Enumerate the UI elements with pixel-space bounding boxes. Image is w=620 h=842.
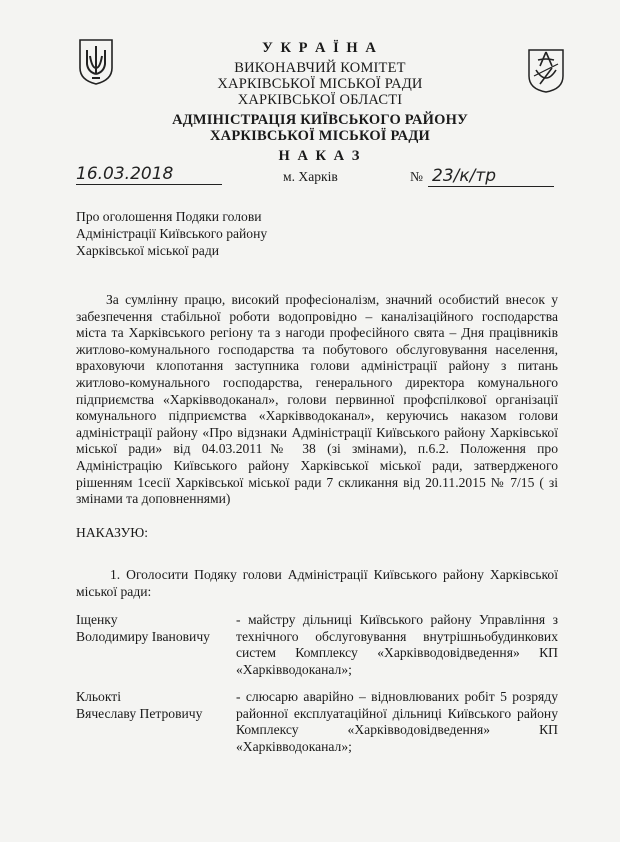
kharkiv-coat-of-arms-icon: [526, 46, 566, 94]
committee-line-2: ХАРКІВСЬКОЇ МІСЬКОЇ РАДИ: [217, 76, 423, 92]
person-1-description: - майстру дільниці Київського району Управління з технічного обслуговування внутрішньобудинкових систем Комплексу «Харківводовідведення» КП «Харківводоканал»;: [236, 612, 558, 677]
preamble-paragraph: За сумлінну працю, високий професіоналізм, значний особистий внесок у забезпечення стабільної роботи водопровідно – каналізаційного господарства міста та Харківського регіону та з нагоди професійного свята – Дня працівників житлово-комунального господарства та побутового обслуговування населення, враховуючи клопотання заступника голови адміністрації району з питань житлово-комунального господарства, генерального директора комунального підприємства «Харківводоканал», голови первинної профспілкової організації комунального підприємства «Харківводоканал», керуючись наказом голови адміністрації району «Про відзнаки Адміністрації Київського району Харківської міської ради» від 04.03.2011№ 38 (зі змінами), п.6.2. Положення про Адміністрацію Київського району Харківської міської ради, затвердженого рішенням 1сесії Харківської міської ради 7 скликання від 20.11.2015 № 7/15 ( зі змінами та доповненнями): [76, 292, 558, 507]
document-type: Н А К А З: [278, 148, 362, 164]
order-item-1: 1. Оголосити Подяку голови Адміністрації Київського району Харківської міської ради:: [76, 567, 558, 599]
person-2-surname: Кльокті: [76, 689, 121, 704]
date-field: [76, 164, 222, 185]
city: м. Харків: [283, 169, 338, 184]
order-heading: НАКАЗУЮ:: [76, 525, 149, 540]
handwritten-date: 16.03.2018: [76, 164, 174, 184]
person-2-given-name: Вячеславу Петровичу: [76, 706, 203, 721]
subject-line-1: Про оголошення Подяки голови: [76, 209, 262, 224]
committee-line-3: ХАРКІВСЬКОЇ ОБЛАСТІ: [237, 92, 403, 108]
country-name: У К Р А Ї Н А: [262, 40, 378, 56]
administration-line-1: АДМІНІСТРАЦІЯ КИЇВСЬКОГО РАЙОНУ: [172, 112, 468, 128]
person-1-surname: Іщенку: [76, 612, 118, 627]
ukraine-coat-of-arms-icon: [78, 38, 114, 86]
administration-line-2: ХАРКІВСЬКОЇ МІСЬКОЇ РАДИ: [210, 128, 430, 144]
person-1-given-name: Володимиру Івановичу: [76, 629, 210, 644]
committee-line-1: ВИКОНАВЧИЙ КОМІТЕТ: [234, 60, 406, 76]
person-2-description: - слюсарю аварійно – відновлюваних робіт 5 розряду районної експлуатаційної дільниці Київського району Комплексу «Харківводовідведення» КП «Харківводоканал»;: [236, 689, 558, 754]
number-sign: №: [410, 169, 423, 184]
handwritten-number: 23/к/тр: [432, 166, 497, 186]
subject-line-2: Адміністрації Київського району: [76, 226, 268, 241]
number-field: [428, 166, 554, 187]
subject-line-3: Харківської міської ради: [76, 243, 220, 258]
